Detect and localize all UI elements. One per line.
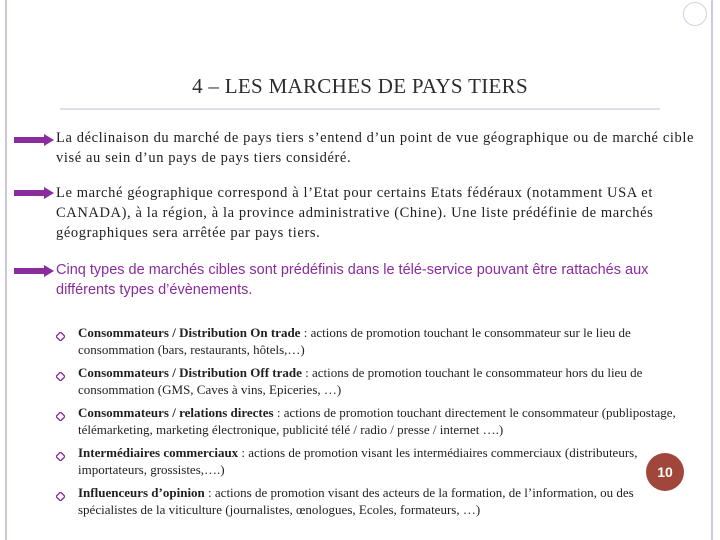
right-arrow-icon [14,265,54,277]
bullet-term: Intermédiaires commerciaux [78,445,239,460]
bullet-description: : actions de promotion visant des acteurs de la formation, de l’information, ou des spécialistes de la viticulture (journalistes, œnologues, Ecoles, formateurs, …) [78,485,634,517]
target-market-list [56,324,686,524]
bullet-term: Consommateurs / Distribution On trade [78,325,301,340]
list-item [56,484,686,518]
bullet-description: : actions de promotion visant les intermédiaires commerciaux (distributeurs, importateurs, grossistes,….) [78,445,638,477]
bullet-description: : actions de promotion touchant directement le consommateur (publipostage, télémarketing, marketing électronique, publicité télé / radio / presse / internet ….) [78,405,676,437]
hollow-diamond-bullet-icon [56,368,65,377]
list-item [56,364,686,398]
hollow-diamond-bullet-icon [56,488,65,497]
list-item [56,444,686,478]
bullet-term: Consommateurs / relations directes [78,405,274,420]
bullet-term: Consommateurs / Distribution Off trade [78,365,302,380]
right-arrow-icon [14,134,54,146]
list-item [56,324,686,358]
hollow-diamond-bullet-icon [56,328,65,337]
bullet-description: : actions de promotion touchant le consommateur hors du lieu de consommation (GMS, Caves à vins, Epiceries, …) [78,365,643,397]
bullet-description: : actions de promotion touchant le consommateur sur le lieu de consommation (bars, restaurants, hôtels,…) [78,325,631,357]
paragraph-geographic-market: Le marché géographique correspond à l’Etat pour certains Etats fédéraux (notamment USA et CANADA), à la région, à la province administrative (Chine). Une liste prédéfinie de marchés géographiques sera arrêtée par pays tiers. [56,185,654,241]
right-arrow-icon [14,187,54,199]
paragraph-market-definition: La déclinaison du marché de pays tiers s’entend d’un point de vue géographique ou de marché cible visé au sein d’un pays de pays tiers considéré. [56,130,694,166]
hollow-diamond-bullet-icon [56,408,65,417]
hollow-diamond-bullet-icon [56,448,65,457]
paragraph-target-types: Cinq types de marchés cibles sont prédéfinis dans le télé-service pouvant être rattachés aux différents types d’évènements. [56,262,649,298]
page-number-badge: 10 [646,453,684,491]
bullet-term: Influenceurs d’opinion [78,485,205,500]
corner-circle-decoration [683,2,707,26]
list-item [56,404,686,438]
slide-title: 4 – LES MARCHES DE PAYS TIERS [192,74,528,98]
title-divider [60,108,660,110]
